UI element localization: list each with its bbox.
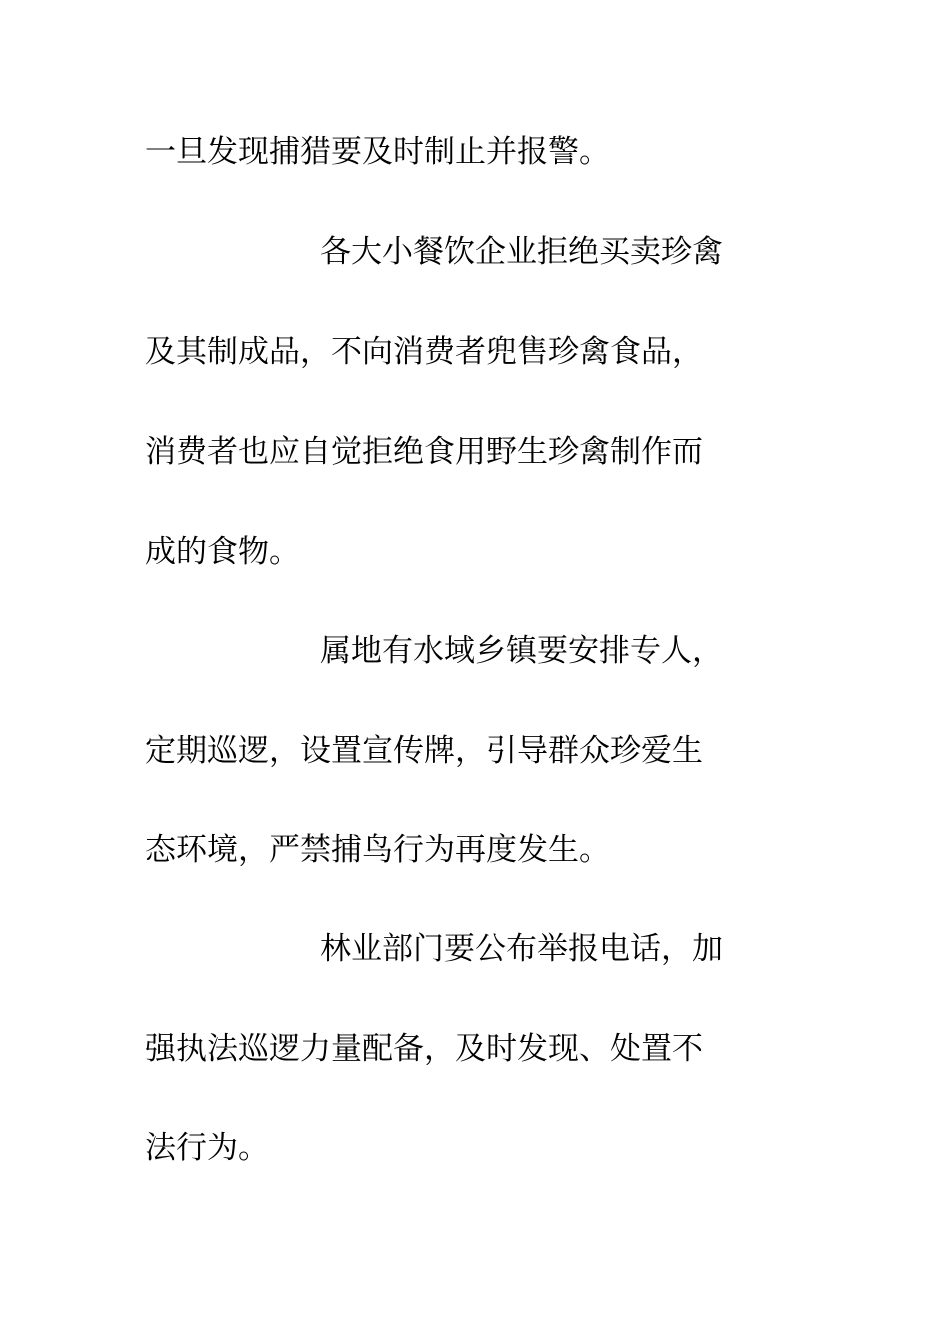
paragraph-start: 各大小餐饮企业拒绝买卖珍禽: [320, 234, 723, 270]
text-line: 一旦发现捕猎要及时制止并报警。: [145, 134, 610, 170]
text-line: 法行为。: [145, 1130, 269, 1166]
text-line: 及其制成品，不向消费者兜售珍禽食品，: [145, 334, 703, 370]
text-line: 成的食物。: [145, 534, 300, 570]
paragraph-start: 林业部门要公布举报电话，加: [320, 931, 723, 967]
text-line: 强执法巡逻力量配备，及时发现、处置不: [145, 1031, 703, 1067]
text-line: 态环境，严禁捕鸟行为再度发生。: [145, 832, 610, 868]
text-line: 定期巡逻，设置宣传牌，引导群众珍爱生: [145, 733, 703, 769]
paragraph-start: 属地有水域乡镇要安排专人，: [320, 633, 723, 669]
text-line: 消费者也应自觉拒绝食用野生珍禽制作而: [145, 434, 703, 470]
